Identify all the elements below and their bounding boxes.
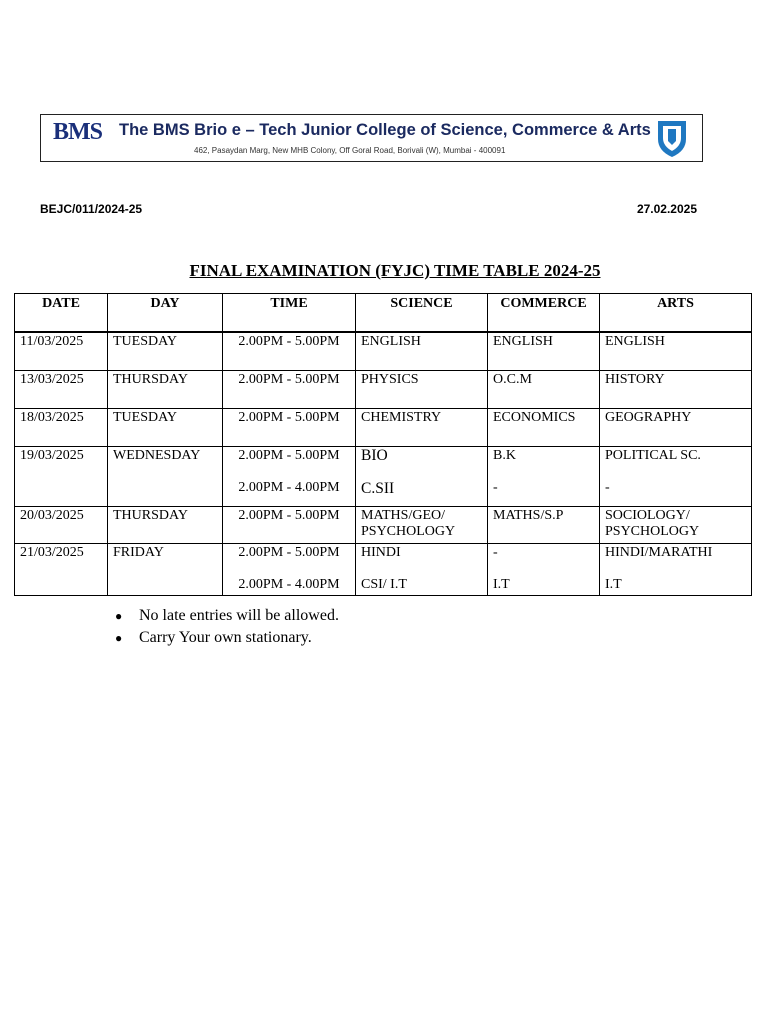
list-item: ● No late entries will be allowed.: [115, 605, 339, 627]
header-day: DAY: [108, 294, 223, 333]
cell-date: 11/03/2025: [15, 332, 108, 370]
cell-science: CHEMISTRY: [356, 408, 488, 446]
header-science: SCIENCE: [356, 294, 488, 333]
cell-commerce: [488, 543, 600, 595]
cell-time: [223, 543, 356, 595]
cell-science: [356, 506, 488, 543]
table-row: [15, 506, 752, 543]
arts-line-2: -: [605, 479, 610, 495]
header-arts: ARTS: [600, 294, 752, 333]
header-time: TIME: [223, 294, 356, 333]
arts-line-2: PSYCHOLOGY: [605, 523, 700, 539]
list-item: ● Carry Your own stationary.: [115, 627, 339, 649]
time-line-1: 2.00PM - 5.00PM: [238, 544, 340, 560]
cell-commerce: ECONOMICS: [488, 408, 600, 446]
cell-day: FRIDAY: [108, 543, 223, 595]
table-row: [15, 370, 752, 408]
cell-arts: GEOGRAPHY: [600, 408, 752, 446]
table-row: [15, 446, 752, 506]
cell-time: 2.00PM - 5.00PM: [223, 506, 356, 543]
cell-science: [356, 543, 488, 595]
commerce-line-2: -: [493, 479, 498, 495]
issue-date: 27.02.2025: [636, 202, 697, 216]
college-crest-icon: [654, 117, 690, 159]
arts-line-1: SOCIOLOGY/: [605, 507, 690, 523]
college-logo: BMS: [53, 119, 103, 145]
cell-commerce: [488, 446, 600, 506]
college-address: 462, Pasaydan Marg, New MHB Colony, Off Goral Road, Borivali (W), Mumbai - 400091: [194, 146, 506, 155]
cell-day: THURSDAY: [108, 370, 223, 408]
commerce-line-1: -: [493, 544, 498, 560]
cell-time: 2.00PM - 5.00PM: [223, 408, 356, 446]
cell-date: 19/03/2025: [15, 446, 108, 506]
science-line-1: BIO: [361, 446, 388, 464]
cell-commerce: O.C.M: [488, 370, 600, 408]
cell-arts: [600, 543, 752, 595]
cell-commerce: MATHS/S.P: [488, 506, 600, 543]
letterhead: [40, 114, 703, 162]
reference-number: BEJC/011/2024-25: [40, 202, 143, 216]
cell-science: [356, 446, 488, 506]
table-header-row: [15, 294, 752, 333]
commerce-line-2: I.T: [493, 576, 510, 592]
document-title: FINAL EXAMINATION (FYJC) TIME TABLE 2024-25: [189, 261, 601, 280]
cell-arts: [600, 446, 752, 506]
science-line-2: CSI/ I.T: [361, 576, 407, 592]
science-line-2: C.SII: [361, 479, 395, 497]
commerce-line-1: B.K: [493, 447, 516, 463]
cell-date: 21/03/2025: [15, 543, 108, 595]
arts-line-2: I.T: [605, 576, 622, 592]
cell-arts: ENGLISH: [600, 332, 752, 370]
cell-commerce: ENGLISH: [488, 332, 600, 370]
cell-time: 2.00PM - 5.00PM: [223, 370, 356, 408]
science-line-2: PSYCHOLOGY: [361, 523, 456, 539]
header-date: DATE: [15, 294, 108, 333]
notes-list: [115, 605, 339, 649]
arts-line-1: HINDI/MARATHI: [605, 544, 713, 560]
time-line-2: 2.00PM - 4.00PM: [238, 479, 340, 495]
cell-time: 2.00PM - 5.00PM: [223, 332, 356, 370]
table-row: [15, 408, 752, 446]
header-commerce: COMMERCE: [488, 294, 600, 333]
time-line-1: 2.00PM - 5.00PM: [238, 447, 340, 463]
timetable: [14, 293, 752, 596]
cell-date: 13/03/2025: [15, 370, 108, 408]
table-row: [15, 332, 752, 370]
cell-science: PHYSICS: [356, 370, 488, 408]
time-line-2: 2.00PM - 4.00PM: [238, 576, 340, 592]
cell-day: TUESDAY: [108, 408, 223, 446]
arts-line-1: POLITICAL SC.: [605, 447, 701, 463]
cell-time: [223, 446, 356, 506]
cell-day: THURSDAY: [108, 506, 223, 543]
cell-science: ENGLISH: [356, 332, 488, 370]
table-row: [15, 543, 752, 595]
science-line-1: HINDI: [361, 544, 401, 560]
cell-date: 20/03/2025: [15, 506, 108, 543]
cell-arts: HISTORY: [600, 370, 752, 408]
cell-date: 18/03/2025: [15, 408, 108, 446]
cell-day: WEDNESDAY: [108, 446, 223, 506]
cell-day: TUESDAY: [108, 332, 223, 370]
college-name: The BMS Brio e – Tech Junior College of Science, Commerce & Arts: [119, 121, 651, 139]
science-line-1: MATHS/GEO/: [361, 507, 446, 523]
cell-arts: [600, 506, 752, 543]
